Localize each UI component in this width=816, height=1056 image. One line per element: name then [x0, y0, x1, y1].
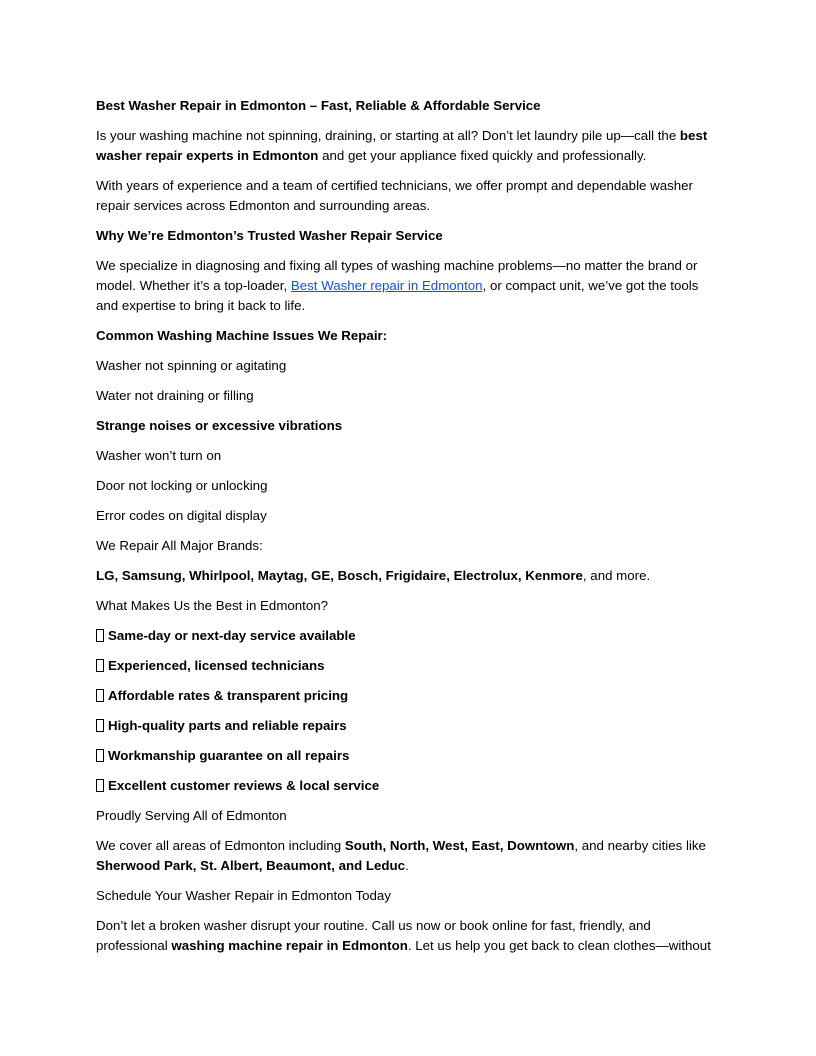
checkbox-glyph-icon	[96, 659, 104, 672]
areas-list: South, North, West, East, Downtown	[344, 838, 575, 853]
feature-label: Excellent customer reviews & local service	[108, 778, 380, 793]
areas-text: We cover all areas of Edmonton including	[96, 838, 345, 853]
feature-label: Experienced, licensed technicians	[108, 658, 325, 673]
brands-text-end: , and more.	[582, 568, 651, 583]
issue-item: Door not locking or unlocking	[96, 478, 268, 493]
feature-item	[96, 746, 720, 766]
specialize-text: We specialize in diagnosing and fixing all types of washing machine problems—no matter the brand or model. Whether it’s a top-loader,	[96, 258, 698, 293]
washer-repair-link[interactable]: Best Washer repair in Edmonton	[290, 278, 483, 293]
serving-heading: Proudly Serving All of Edmonton	[96, 808, 287, 823]
best-heading: What Makes Us the Best in Edmonton?	[96, 598, 329, 613]
issue-item: Error codes on digital display	[96, 508, 267, 523]
areas-text-end: .	[405, 858, 409, 873]
checkbox-glyph-icon	[96, 689, 104, 702]
schedule-heading: Schedule Your Washer Repair in Edmonton Today	[96, 888, 391, 903]
areas-paragraph	[96, 836, 720, 876]
intro-paragraph	[96, 126, 720, 166]
areas-text-mid: , and nearby cities like	[574, 838, 706, 853]
intro-text: Is your washing machine not spinning, draining, or starting at all? Don’t let laundry pile up—call the	[96, 128, 680, 143]
why-heading: Why We’re Edmonton’s Trusted Washer Repair Service	[96, 228, 443, 243]
feature-item	[96, 626, 720, 646]
feature-label: Affordable rates & transparent pricing	[108, 688, 349, 703]
checkbox-glyph-icon	[96, 629, 104, 642]
document-title: Best Washer Repair in Edmonton – Fast, Reliable & Affordable Service	[96, 98, 541, 113]
checkbox-glyph-icon	[96, 779, 104, 792]
intro-emphasis: best washer repair experts in Edmonton	[96, 128, 708, 163]
closing-text: Don’t let a broken washer disrupt your routine. Call us now or book online for fast, friendly, and professional	[96, 918, 651, 953]
feature-item	[96, 686, 720, 706]
checkbox-glyph-icon	[96, 749, 104, 762]
checkbox-glyph-icon	[96, 719, 104, 732]
document-page	[96, 96, 720, 966]
issue-item: Washer won’t turn on	[96, 448, 222, 463]
issue-item: Water not draining or filling	[96, 388, 254, 403]
nearby-cities: Sherwood Park, St. Albert, Beaumont, and Leduc	[96, 858, 406, 873]
closing-paragraph	[96, 916, 720, 956]
issue-item: Washer not spinning or agitating	[96, 358, 287, 373]
experience-paragraph: With years of experience and a team of certified technicians, we offer prompt and dependable washer repair services across Edmonton and surrounding areas.	[96, 178, 693, 213]
feature-item	[96, 716, 720, 736]
feature-label: Same-day or next-day service available	[108, 628, 356, 643]
intro-text-end: and get your appliance fixed quickly and professionally.	[318, 148, 647, 163]
specialize-text-end: , or compact unit, we’ve got the tools and expertise to bring it back to life.	[96, 278, 699, 313]
closing-text-end: . Let us help you get back to clean clothes—without	[407, 938, 711, 953]
feature-item	[96, 776, 720, 796]
brands-list: LG, Samsung, Whirlpool, Maytag, GE, Bosch, Frigidaire, Electrolux, Kenmore	[96, 568, 583, 583]
issues-heading: Common Washing Machine Issues We Repair:	[96, 328, 388, 343]
issue-item: Strange noises or excessive vibrations	[96, 418, 343, 433]
feature-label: High-quality parts and reliable repairs	[108, 718, 347, 733]
brands-paragraph	[96, 566, 720, 586]
feature-item	[96, 656, 720, 676]
specialize-paragraph	[96, 256, 720, 316]
feature-label: Workmanship guarantee on all repairs	[108, 748, 350, 763]
closing-emphasis: washing machine repair in Edmonton	[171, 938, 408, 953]
brands-heading: We Repair All Major Brands:	[96, 538, 263, 553]
